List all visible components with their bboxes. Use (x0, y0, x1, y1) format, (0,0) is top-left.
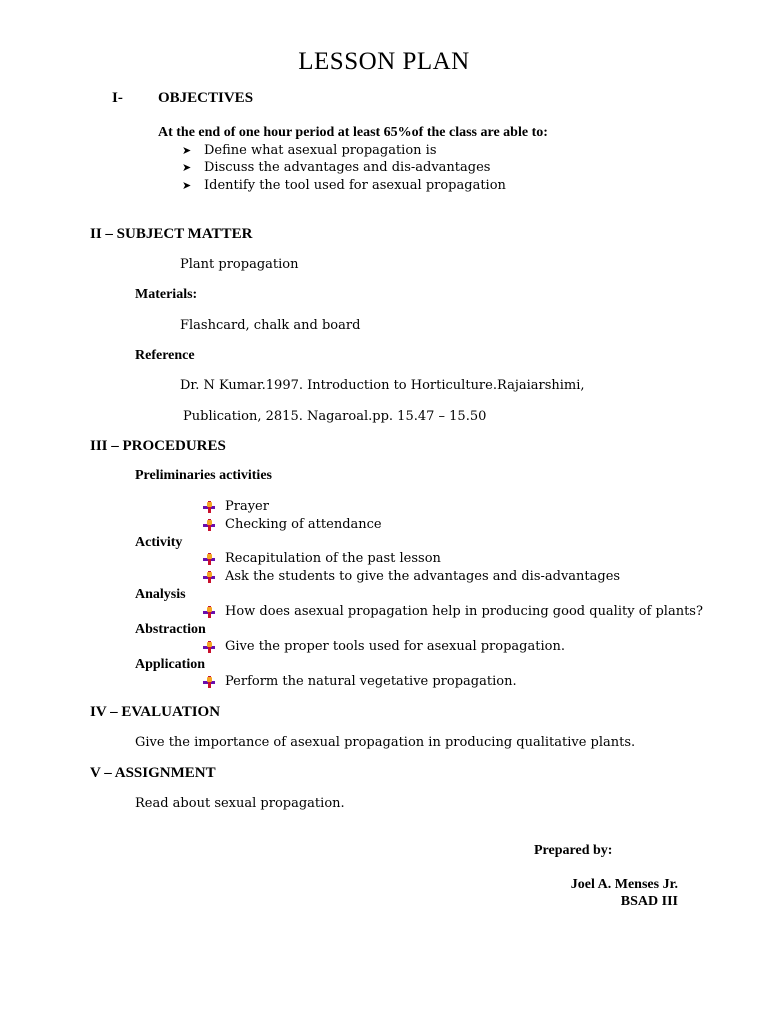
colored-cross-bullet-icon (203, 676, 215, 688)
list-item-text: How does asexual propagation help in producing good quality of plants? (225, 604, 703, 619)
evaluation-text: Give the importance of asexual propagation in producing qualitative plants. (135, 735, 636, 750)
objective-item (182, 178, 506, 193)
list-item-text: Checking of attendance (225, 517, 382, 532)
subject-topic: Plant propagation (180, 257, 299, 272)
procedures-heading: III – PROCEDURES (90, 438, 226, 454)
list-item (203, 639, 565, 654)
prepared-by-label: Prepared by: (534, 843, 613, 858)
objective-item (182, 143, 437, 158)
page-title: LESSON PLAN (298, 48, 470, 75)
activity-label: Activity (135, 535, 183, 550)
analysis-label: Analysis (135, 587, 186, 602)
colored-cross-bullet-icon (203, 519, 215, 531)
application-label: Application (135, 657, 206, 672)
colored-cross-bullet-icon (203, 571, 215, 583)
list-item (203, 517, 382, 532)
list-item (203, 499, 269, 514)
arrow-bullet-icon: ➤ (182, 179, 192, 192)
colored-cross-bullet-icon (203, 606, 215, 618)
reference-line-2: Publication, 2815. Nagaroal.pp. 15.47 – 15.50 (183, 409, 487, 424)
list-item-text: Give the proper tools used for asexual propagation. (225, 639, 565, 654)
objective-text: Identify the tool used for asexual propagation (204, 178, 506, 193)
reference-line-1: Dr. N Kumar.1997. Introduction to Horticulture.Rajaiarshimi, (180, 378, 585, 393)
abstraction-label: Abstraction (135, 622, 206, 637)
materials-text: Flashcard, chalk and board (180, 318, 361, 333)
list-item (203, 551, 441, 566)
arrow-bullet-icon: ➤ (182, 161, 192, 174)
assignment-heading: V – ASSIGNMENT (90, 765, 216, 781)
colored-cross-bullet-icon (203, 641, 215, 653)
list-item-text: Perform the natural vegetative propagation. (225, 674, 517, 689)
list-item (203, 604, 703, 619)
objective-item (182, 160, 490, 175)
subject-matter-heading: II – SUBJECT MATTER (90, 226, 253, 242)
preparer-name: Joel A. Menses Jr. (570, 877, 678, 892)
preliminaries-label: Preliminaries activities (135, 468, 272, 483)
list-item-text: Prayer (225, 499, 269, 514)
objective-text: Discuss the advantages and dis-advantages (204, 160, 491, 175)
objective-text: Define what asexual propagation is (204, 143, 437, 158)
reference-label: Reference (135, 348, 195, 363)
assignment-text: Read about sexual propagation. (135, 796, 345, 811)
colored-cross-bullet-icon (203, 501, 215, 513)
objectives-heading: OBJECTIVES (158, 90, 254, 106)
list-item (203, 674, 517, 689)
evaluation-heading: IV – EVALUATION (90, 704, 221, 720)
list-item-text: Ask the students to give the advantages and dis-advantages (225, 569, 621, 584)
list-item (203, 569, 620, 584)
materials-label: Materials: (135, 287, 198, 302)
colored-cross-bullet-icon (203, 553, 215, 565)
arrow-bullet-icon: ➤ (182, 144, 192, 157)
list-item-text: Recapitulation of the past lesson (225, 551, 441, 566)
objectives-intro: At the end of one hour period at least 65%of the class are able to: (158, 125, 548, 140)
objectives-number: I- (112, 90, 123, 106)
preparer-course: BSAD III (620, 894, 678, 909)
